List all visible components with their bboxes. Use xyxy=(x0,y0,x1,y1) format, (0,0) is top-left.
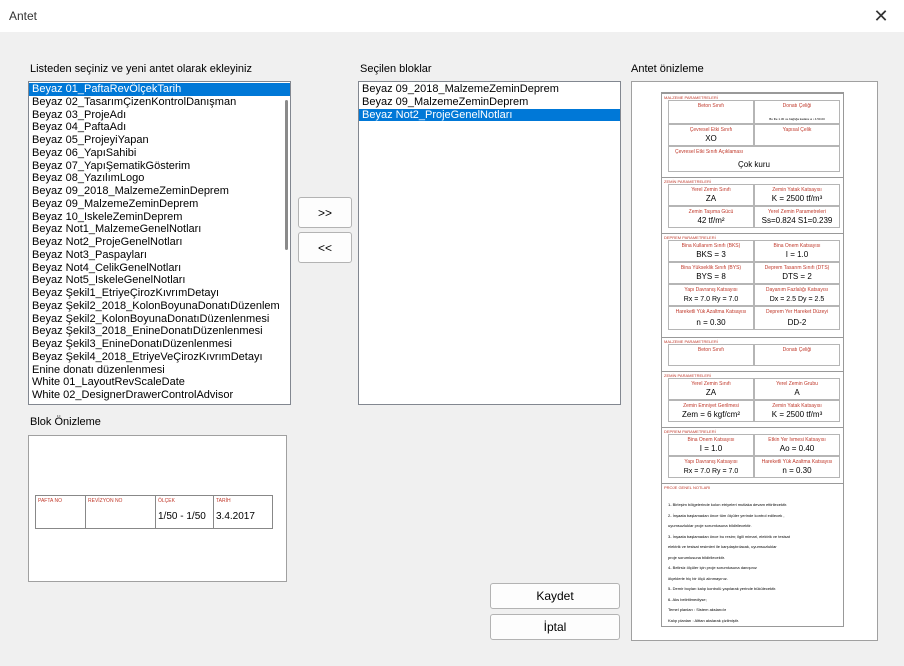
param-label: Etkin Yer İvmesi Katsayısı xyxy=(768,437,826,443)
list-item[interactable]: Beyaz Not1_MalzemeGenelNotları xyxy=(32,223,202,236)
param-value: Çok kuru xyxy=(737,160,770,169)
param-cell xyxy=(668,240,754,262)
note-line: 3- İnşaata başlamadan önce bu resim; ilgili mimari, elektrik ve tesisat xyxy=(668,533,790,539)
block-preview-cell xyxy=(156,496,214,528)
param-label: Deprem Tasarım Sınıfı (DTS) xyxy=(764,265,830,271)
block-preview-header: TARİH xyxy=(216,498,231,504)
param-cell xyxy=(754,378,840,400)
param-cell xyxy=(668,184,754,206)
block-preview-value: 3.4.2017 xyxy=(216,511,255,522)
list-item[interactable]: Beyaz 01_PaftaRevÖlçekTarih xyxy=(29,83,290,96)
param-value: Rx = 7.0 Ry = 7.0 xyxy=(683,296,739,303)
param-label: Hareketli Yük Azaltma Katsayısı xyxy=(761,459,833,465)
param-cell xyxy=(754,124,840,146)
param-label: Bina Önem Katsayısı xyxy=(687,437,735,443)
list-item[interactable]: Beyaz Şekil4_2018_EtriyeVeÇirozKıvrımDetayı xyxy=(32,350,263,363)
param-cell xyxy=(754,262,840,284)
param-cell xyxy=(754,284,840,306)
note-line: Kalıp planları : Alttan akslarak çizilmiştir. xyxy=(668,617,739,623)
list-item[interactable]: White 01_LayoutRevScaleDate xyxy=(32,376,185,389)
param-cell xyxy=(668,344,754,366)
param-value: n = 0.30 xyxy=(696,318,726,327)
param-value: DTS = 2 xyxy=(782,272,812,281)
list-item[interactable]: Beyaz Not2_ProjeGenelNotları xyxy=(32,236,183,248)
param-value: n = 0.30 xyxy=(782,466,812,475)
param-label: Zemin Yatak Katsayısı xyxy=(772,187,822,193)
param-label: Yerel Zemin Sınıfı xyxy=(691,381,731,387)
param-label: Hareketli Yük Azaltma Katsayısı xyxy=(675,309,747,315)
param-cell xyxy=(668,206,754,228)
list-item[interactable]: Beyaz 03_ProjeAdı xyxy=(32,108,127,121)
param-cell xyxy=(668,124,754,146)
param-cell xyxy=(754,344,840,366)
param-value: Dx = 2.5 Dy = 2.5 xyxy=(769,296,825,303)
list-item[interactable]: Beyaz Not2_ProjeGenelNotları xyxy=(359,109,620,122)
param-label: Donatı Çeliği xyxy=(782,103,812,109)
block-preview-value: 1/50 - 1/50 xyxy=(158,511,206,522)
param-value: ZA xyxy=(705,194,717,203)
list-item[interactable]: Beyaz 05_ProjeyiYapan xyxy=(32,134,149,146)
source-list-label: Listeden seçiniz ve yeni antet olarak ekleyiniz xyxy=(30,63,252,75)
scrollbar-thumb[interactable] xyxy=(285,100,288,250)
list-item[interactable]: Beyaz 09_2018_MalzemeZeminDeprem xyxy=(362,83,559,95)
param-cell xyxy=(668,306,754,330)
section-title: DEPREM PARAMETRELERİ xyxy=(664,429,716,434)
param-cell xyxy=(668,400,754,422)
param-value: K = 2500 tf/m³ xyxy=(771,194,823,203)
param-label: Bina Kullanım Sınıfı (BKS) xyxy=(681,243,741,249)
section-title: PROJE GENEL NOTLARI xyxy=(664,485,711,490)
param-cell xyxy=(668,434,754,456)
param-cell xyxy=(668,146,840,172)
section-title: ZEMİN PARAMETRELERİ xyxy=(664,373,712,378)
window-title: Antet xyxy=(9,9,38,23)
param-label: Yerel Zemin Sınıfı xyxy=(691,187,731,193)
param-label: Çevresel Etki Sınıfı Açıklaması xyxy=(675,149,744,155)
param-label: Beton Sınıfı xyxy=(697,103,725,109)
note-line: Temel planları : Sistem akslarıdır xyxy=(668,607,727,612)
param-value: I = 1.0 xyxy=(699,444,723,453)
soil-params-section-2 xyxy=(662,371,843,427)
param-value: ZA xyxy=(705,388,717,397)
param-value: DD-2 xyxy=(787,318,807,327)
param-cell xyxy=(754,306,840,330)
source-block-list[interactable] xyxy=(28,81,291,405)
section-title: MALZEME PARAMETRELERİ xyxy=(664,339,718,344)
block-preview-label: Blok Önizleme xyxy=(30,416,101,428)
soil-params-section xyxy=(662,177,843,233)
param-label: Yapısal Çelik xyxy=(782,127,812,133)
param-value: Ao = 0.40 xyxy=(779,444,815,453)
param-label: Beton Sınıfı xyxy=(697,347,725,353)
param-cell xyxy=(668,262,754,284)
param-label: Yapı Davranış Katsayısı xyxy=(684,459,738,465)
param-value: A xyxy=(794,388,800,397)
block-preview-header: REVİZYON NO xyxy=(88,498,123,504)
param-cell xyxy=(668,284,754,306)
section-title: ZEMİN PARAMETRELERİ xyxy=(664,179,712,184)
selected-list-label: Seçilen bloklar xyxy=(360,63,432,75)
header-preview-label: Antet önizleme xyxy=(631,63,704,75)
param-cell xyxy=(668,100,754,124)
block-preview-title-block xyxy=(35,495,273,529)
list-item[interactable]: Beyaz Şekil2_KolonBoyunaDonatıDüzenlenmesi xyxy=(32,312,270,325)
block-preview-cell xyxy=(214,496,272,528)
list-item[interactable]: Beyaz Not5_IskeleGenelNotları xyxy=(32,274,186,287)
header-preview-page xyxy=(661,92,844,627)
general-notes-section xyxy=(662,483,843,626)
list-item[interactable]: Beyaz 09_2018_MalzemeZeminDeprem xyxy=(32,185,229,197)
param-label: Yerel Zemin Parametreleri xyxy=(768,209,826,215)
list-item[interactable]: Beyaz 04_PaftaAdı xyxy=(32,121,127,134)
note-line: ölçeklerle hiç bir ölçü alınmayınız. xyxy=(668,575,728,581)
remove-from-selected-button[interactable]: << xyxy=(298,232,352,263)
param-cell xyxy=(754,206,840,228)
param-label: Zemin Emniyet Gerilmesi xyxy=(683,403,739,409)
close-icon[interactable]: ✕ xyxy=(873,5,889,27)
param-value: 42 tf/m² xyxy=(697,216,725,225)
seismic-params-section-2 xyxy=(662,427,843,483)
param-cell xyxy=(754,400,840,422)
list-item[interactable]: Beyaz 08_YazılımLogo xyxy=(32,172,145,185)
param-label: Zemin Taşıma Gücü xyxy=(688,209,734,215)
list-item[interactable]: Beyaz 06_YapıSahibi xyxy=(32,146,137,159)
param-label: Donatı Çeliği xyxy=(782,347,812,353)
seismic-params-section xyxy=(662,233,843,337)
param-cell xyxy=(754,240,840,262)
source-list-scrollbar[interactable] xyxy=(281,83,289,403)
list-item[interactable]: Beyaz Not4_CelikGenelNotları xyxy=(32,261,182,274)
param-cell xyxy=(754,184,840,206)
note-line: 4- Belirsiz ölçüler için proje sorumlusuna danışınız xyxy=(668,565,757,570)
list-item[interactable]: Enine donatı düzenlenmesi xyxy=(32,363,165,376)
list-item[interactable]: Beyaz 02_TasarımÇizenKontrolDanışman xyxy=(32,95,237,108)
list-item[interactable]: Beyaz Şekil1_EtriyeÇirozKıvrımDetayı xyxy=(32,287,220,299)
section-title: DEPREM PARAMETRELERİ xyxy=(664,235,716,240)
param-value: I = 1.0 xyxy=(785,250,809,259)
param-cell xyxy=(754,100,840,124)
param-value: Ss=0.824 S1=0.239 xyxy=(761,216,833,225)
list-item[interactable]: Beyaz Şekil3_EnineDonatıDüzenlenmesi xyxy=(32,338,232,350)
list-item[interactable]: Beyaz Not3_Paspayları xyxy=(32,248,147,261)
param-label: Bina Önem Katsayısı xyxy=(773,243,821,249)
param-value: Rx = 7.0 Ry = 7.0 xyxy=(683,468,739,475)
section-title: MALZEME PARAMETRELERİ xyxy=(664,95,718,100)
selected-block-list[interactable] xyxy=(358,81,621,405)
param-label: Çevresel Etki Sınıfı xyxy=(689,127,733,133)
note-line: 1- Birleşim bölgelerinde kolon etriyeleri mutlaka devam ettirilecektir. xyxy=(668,502,788,507)
param-label: Bina Yükseklik Sınıfı (BYS) xyxy=(680,265,742,271)
param-value: K = 2500 tf/m³ xyxy=(771,410,823,419)
param-note: Bu file 1.30 ve bağlığa kadara uı ı 4.50.00 xyxy=(769,117,825,121)
add-to-selected-button[interactable]: >> xyxy=(298,197,352,228)
list-item[interactable]: Beyaz Şekil3_2018_EnineDonatıDüzenlenmesi xyxy=(32,325,263,338)
list-item[interactable]: Beyaz 09_MalzemeZeminDeprem xyxy=(362,95,529,108)
list-item[interactable]: White 02_DesignerDrawerControlAdvisor xyxy=(32,389,234,401)
note-line: elektrik ve tesisat resimleri ile karşılaştırılacak, uyumsuzluklar xyxy=(668,544,777,549)
param-cell xyxy=(754,434,840,456)
material-params-section-2 xyxy=(662,337,843,371)
param-label: Dayanım Fazlalığı Katsayısı xyxy=(765,287,829,293)
header-preview-box xyxy=(631,81,878,641)
param-value: Zem = 6 kgf/cm² xyxy=(681,410,740,419)
param-cell xyxy=(668,378,754,400)
note-line: 5- Demir boyları kalıp kontrolü yapılarak yerinde bükülecektir. xyxy=(668,586,777,591)
block-preview-header: ÖLÇEK xyxy=(158,498,175,504)
list-item[interactable]: Beyaz 10_IskeleZeminDeprem xyxy=(32,210,183,223)
param-cell xyxy=(668,456,754,478)
note-line: 2- İnşaata başlamadan önce tüm ölçüler yerinde kontrol edilecek , xyxy=(668,512,785,518)
note-line: uyumsuzluklar proje sorumlusuna bildirilecektir. xyxy=(668,523,752,528)
title-bar xyxy=(0,0,904,32)
param-value: BKS = 3 xyxy=(696,250,726,259)
param-cell xyxy=(754,456,840,478)
param-label: Yerel Zemin Grubu xyxy=(776,381,818,387)
list-item[interactable]: Beyaz 09_MalzemeZeminDeprem xyxy=(32,197,199,210)
note-line: proje sorumlusuna bildirilecektir. xyxy=(668,554,725,560)
dialog-client-area xyxy=(0,32,904,666)
param-label: Deprem Yer Hareket Düzeyi xyxy=(766,309,828,315)
list-item[interactable]: Beyaz Şekil2_2018_KolonBoyunaDonatıDüzenlem xyxy=(32,299,280,312)
param-label: Zemin Yatak Katsayısı xyxy=(772,403,822,409)
block-preview-cell xyxy=(86,496,156,528)
cancel-button[interactable]: İptal xyxy=(490,614,620,640)
note-line: 6- Aks belirtilmediyse; xyxy=(668,596,707,602)
block-preview-header: PAFTA NO xyxy=(38,498,62,504)
block-preview-cell xyxy=(36,496,86,528)
list-item[interactable]: Beyaz 07_YapıŞematikGösterim xyxy=(32,159,191,172)
param-value: XO xyxy=(705,134,717,143)
block-preview-box xyxy=(28,435,287,582)
save-button[interactable]: Kaydet xyxy=(490,583,620,609)
param-value: BYS = 8 xyxy=(696,272,726,281)
param-label: Yapı Davranış Katsayısı xyxy=(684,287,738,293)
material-params-section xyxy=(662,93,843,177)
